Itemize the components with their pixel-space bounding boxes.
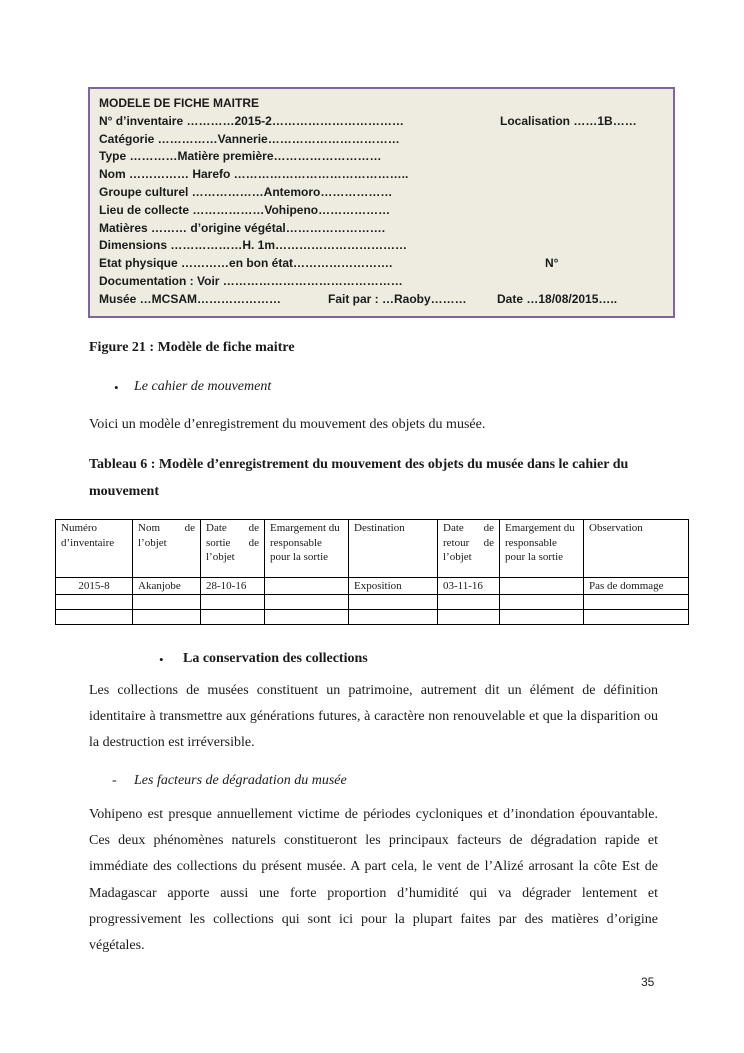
table-cell — [201, 594, 265, 609]
fiche-dimensions: Dimensions ………………H. 1m…………………………… — [99, 238, 408, 253]
table-row — [56, 594, 689, 609]
fiche-nom: Nom …………… Harefo …………………………………….. — [99, 167, 409, 182]
fiche-lieu: Lieu de collecte ………………Vohipeno……………… — [99, 202, 391, 217]
section-heading: La conservation des collections — [183, 651, 368, 666]
fiche-groupe: Groupe culturel ………………Antemoro……………… — [99, 184, 393, 199]
table-cell — [201, 609, 265, 624]
table-row — [56, 578, 689, 595]
intro-paragraph: Voici un modèle d’enregistrement du mouvement des objets du musée. — [89, 417, 486, 432]
table-cell — [438, 594, 500, 609]
bullet-dot: • — [114, 380, 119, 395]
table-cell: Pas de dommage — [584, 578, 689, 595]
fiche-numero: N° — [545, 256, 559, 271]
table-cell — [349, 594, 438, 609]
fiche-inventaire: N° d’inventaire …………2015-2…………………………… — [99, 113, 404, 128]
table-cell — [500, 594, 584, 609]
table-row — [56, 609, 689, 624]
paragraph-collections: Les collections de musées constituent un patrimoine, autrement dit un élément de définition identitaire à transmettre aux générations futures, à caractère non renouvelable et que la disparition ou la destruction est irréversible. — [89, 683, 658, 751]
table-cell — [584, 609, 689, 624]
table-cell — [349, 609, 438, 624]
table-cell — [500, 609, 584, 624]
fiche-type: Type …………Matière première……………………… — [99, 149, 382, 164]
fiche-maitre-box — [88, 87, 675, 318]
col-header: Emargement du responsable pour la sortie — [500, 520, 584, 578]
fiche-musee: Musée …MCSAM………………… — [99, 291, 282, 306]
fiche-localisation: Localisation ……1B…… — [500, 113, 637, 128]
table-cell: 2015-8 — [56, 578, 133, 595]
table-cell — [438, 609, 500, 624]
table-cell — [500, 578, 584, 595]
col-header: Nom de l’objet — [133, 520, 201, 578]
fiche-line-inventaire — [99, 113, 665, 131]
fiche-date: Date …18/08/2015….. — [497, 291, 618, 306]
fiche-line-etat — [99, 255, 665, 273]
fiche-line-musee — [99, 291, 665, 309]
fiche-title: MODELE DE FICHE MAITRE — [99, 96, 260, 110]
col-header: Date de sortie de l’objet — [201, 520, 265, 578]
table-cell — [265, 609, 349, 624]
fiche-documentation: Documentation : Voir ……………………………………… — [99, 273, 403, 288]
fiche-categorie: Catégorie ……………Vannerie…………………………… — [99, 131, 400, 146]
col-header: Destination — [349, 520, 438, 578]
table-cell: 28-10-16 — [201, 578, 265, 595]
figure-caption: Figure 21 : Modèle de fiche maitre — [89, 340, 295, 355]
table-title: Tableau 6 : Modèle d’enregistrement du mouvement des objets du musée dans le cahier du mouvement — [89, 457, 629, 499]
table-cell — [584, 594, 689, 609]
fiche-etat: Etat physique …………en bon état……………………. — [99, 256, 393, 271]
bullet-dot: • — [159, 652, 164, 667]
col-header: Date de retour de l’objet — [438, 520, 500, 578]
table-cell: Akanjobe — [133, 578, 201, 595]
table-cell: Exposition — [349, 578, 438, 595]
col-header: Emargement du responsable pour la sortie — [265, 520, 349, 578]
table-cell: 03-11-16 — [438, 578, 500, 595]
fiche-matieres: Matières ……… d’origine végétal……………………. — [99, 220, 386, 235]
col-header: Observation — [584, 520, 689, 578]
table-header-row — [56, 520, 689, 578]
sub-heading: Les facteurs de dégradation du musée — [134, 773, 347, 788]
table-cell — [133, 609, 201, 624]
table-cell — [265, 594, 349, 609]
table-cell — [133, 594, 201, 609]
movement-table — [55, 519, 689, 625]
table-cell — [265, 578, 349, 595]
paragraph-degradation: Vohipeno est presque annuellement victime de périodes cycloniques et d’inondation épouvantable. Ces deux phénomènes naturels constitueront les principaux facteurs de dégradation rapide et immédiate des collections du présent musée. A part cela, le vent de l’Alizé arrosant la côte Est de Madagascar apporte aussi une forte proportion d’humidité qui va dégrader lentement et progressivement les collections qui sont ici pour la plupart faites par des matières d’origine végétales. — [89, 807, 658, 954]
bullet-cahier: Le cahier de mouvement — [134, 379, 272, 394]
table-cell — [56, 609, 133, 624]
table-cell — [56, 594, 133, 609]
dash-marker: - — [112, 773, 117, 788]
col-header: Numéro d’inventaire — [56, 520, 133, 578]
fiche-fait-par: Fait par : …Raoby……… — [328, 291, 467, 306]
page-number: 35 — [641, 975, 655, 989]
